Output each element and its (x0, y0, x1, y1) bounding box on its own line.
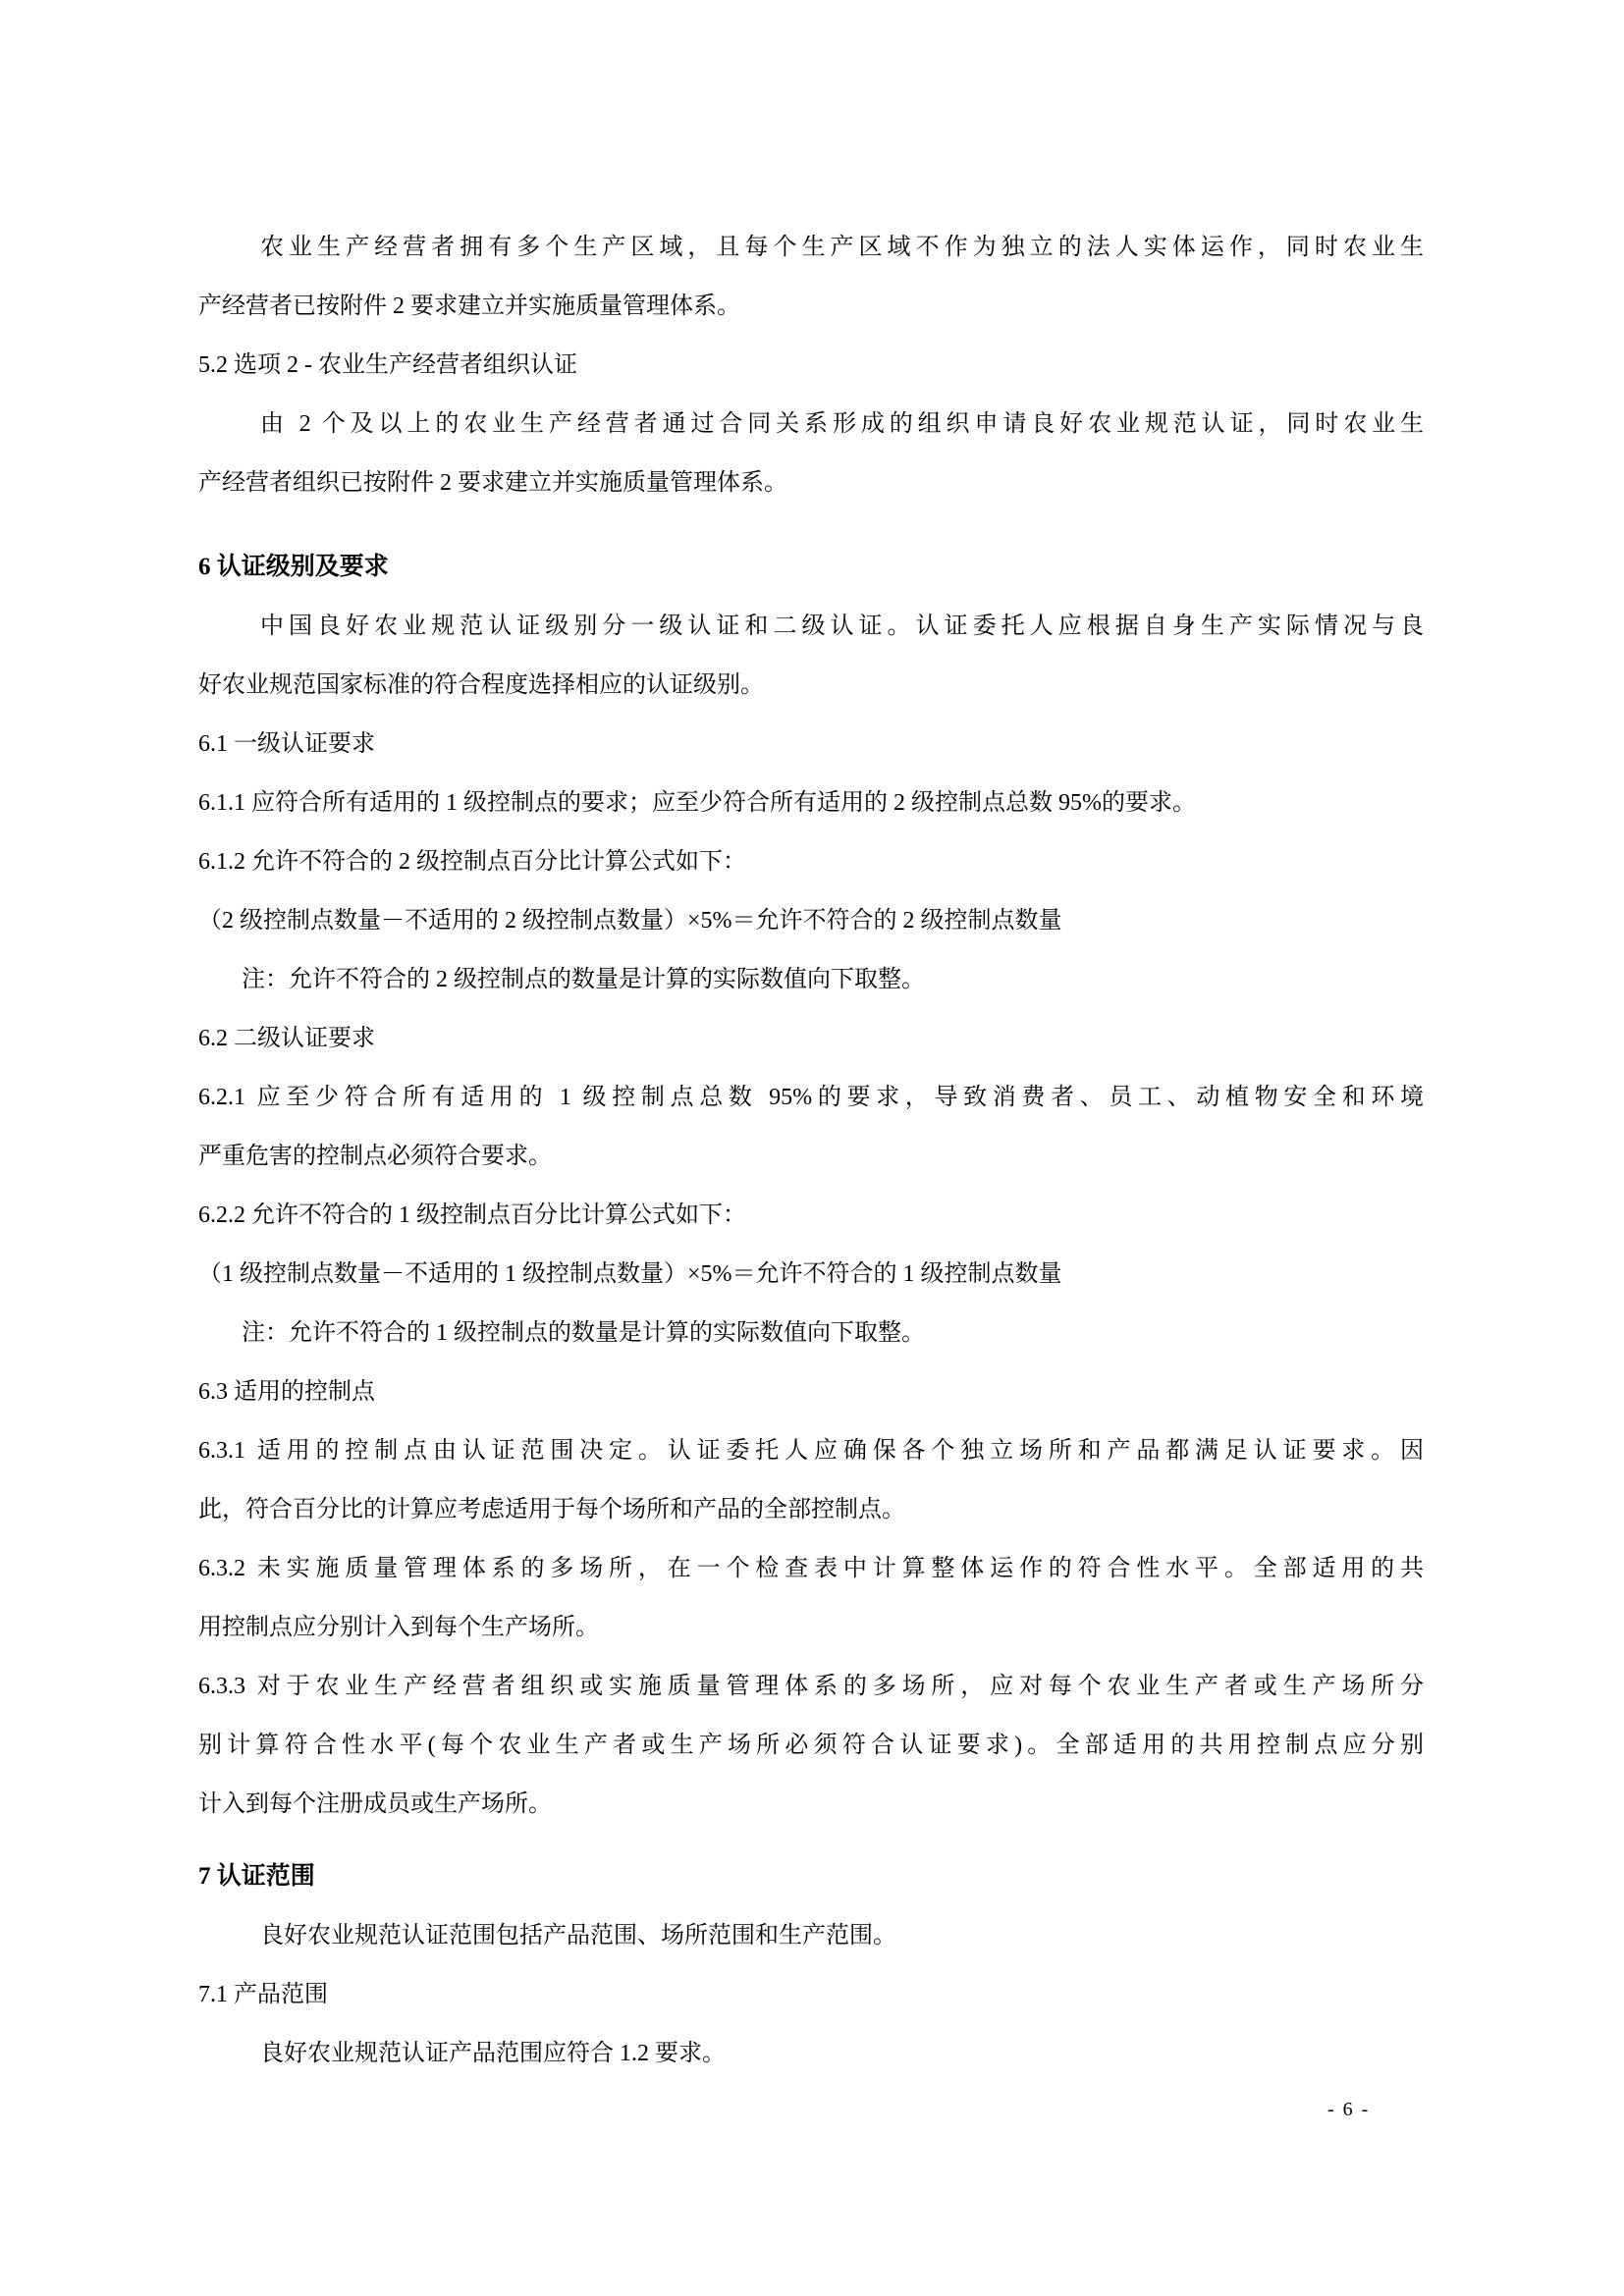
note-line: 注：允许不符合的 2 级控制点的数量是计算的实际数值向下取整。 (242, 967, 925, 992)
page-number: - 6 - (1327, 2099, 1371, 2120)
clause-5-2-heading: 5.2 选项 2 - 农业生产经营者组织认证 (198, 352, 577, 378)
formula-level2: （2 级控制点数量－不适用的 2 级控制点数量）×5%＝允许不符合的 2 级控制点数量 (198, 908, 1062, 934)
clause-7-1-heading: 7.1 产品范围 (198, 1982, 328, 2007)
doc-line: 产经营者组织已按附件 2 要求建立并实施质量管理体系。 (198, 470, 787, 496)
doc-line: 良好农业规范认证产品范围应符合 1.2 要求。 (260, 2041, 726, 2066)
doc-line: 好农业规范国家标准的符合程度选择相应的认证级别。 (198, 672, 764, 698)
doc-line: 6.3.1 适用的控制点由认证范围决定。认证委托人应确保各个独立场所和产品都满足认证要求。因 (198, 1438, 1424, 1464)
section-heading-7: 7 认证范围 (198, 1863, 315, 1890)
doc-line: 计入到每个注册成员或生产场所。 (198, 1791, 552, 1817)
formula-level1: （1 级控制点数量－不适用的 1 级控制点数量）×5%＝允许不符合的 1 级控制点数量 (198, 1261, 1062, 1287)
doc-line: 严重危害的控制点必须符合要求。 (198, 1144, 552, 1169)
doc-line: 用控制点应分别计入到每个生产场所。 (198, 1615, 599, 1640)
document-body (198, 218, 1424, 2083)
doc-line: 中国良好农业规范认证级别分一级认证和二级认证。认证委托人应根据自身生产实际情况与良 (260, 614, 1424, 639)
clause-6-1-heading: 6.1 一级认证要求 (198, 731, 375, 757)
doc-line: 6.1.2 允许不符合的 2 级控制点百分比计算公式如下： (198, 849, 746, 875)
doc-line: 别计算符合性水平(每个农业生产者或生产场所必须符合认证要求)。全部适用的共用控制点应分别 (198, 1733, 1424, 1758)
doc-line: 6.3.3 对于农业生产经营者组织或实施质量管理体系的多场所，应对每个农业生产者或生产场所分 (198, 1674, 1424, 1699)
doc-line: 良好农业规范认证范围包括产品范围、场所范围和生产范围。 (260, 1923, 896, 1949)
clause-6-3-heading: 6.3 适用的控制点 (198, 1379, 375, 1405)
doc-line: 产经营者已按附件 2 要求建立并实施质量管理体系。 (198, 294, 740, 319)
note-line: 注：允许不符合的 1 级控制点的数量是计算的实际数值向下取整。 (242, 1320, 925, 1346)
doc-line: 农业生产经营者拥有多个生产区域，且每个生产区域不作为独立的法人实体运作，同时农业生 (260, 235, 1424, 260)
doc-line: 此，符合百分比的计算应考虑适用于每个场所和产品的全部控制点。 (198, 1497, 905, 1522)
doc-line: 6.2.1 应至少符合所有适用的 1 级控制点总数 95%的要求，导致消费者、员工、动植物安全和环境 (198, 1085, 1424, 1110)
clause-6-2-heading: 6.2 二级认证要求 (198, 1026, 375, 1051)
doc-line: 由 2 个及以上的农业生产经营者通过合同关系形成的组织申请良好农业规范认证，同时农业生 (260, 411, 1424, 437)
doc-line: 6.2.2 允许不符合的 1 级控制点百分比计算公式如下： (198, 1202, 746, 1228)
doc-line: 6.1.1 应符合所有适用的 1 级控制点的要求；应至少符合所有适用的 2 级控制点总数 95%的要求。 (198, 790, 1196, 816)
section-heading-6: 6 认证级别及要求 (198, 554, 389, 580)
doc-line: 6.3.2 未实施质量管理体系的多场所，在一个检查表中计算整体运作的符合性水平。全部适用的共 (198, 1556, 1424, 1581)
